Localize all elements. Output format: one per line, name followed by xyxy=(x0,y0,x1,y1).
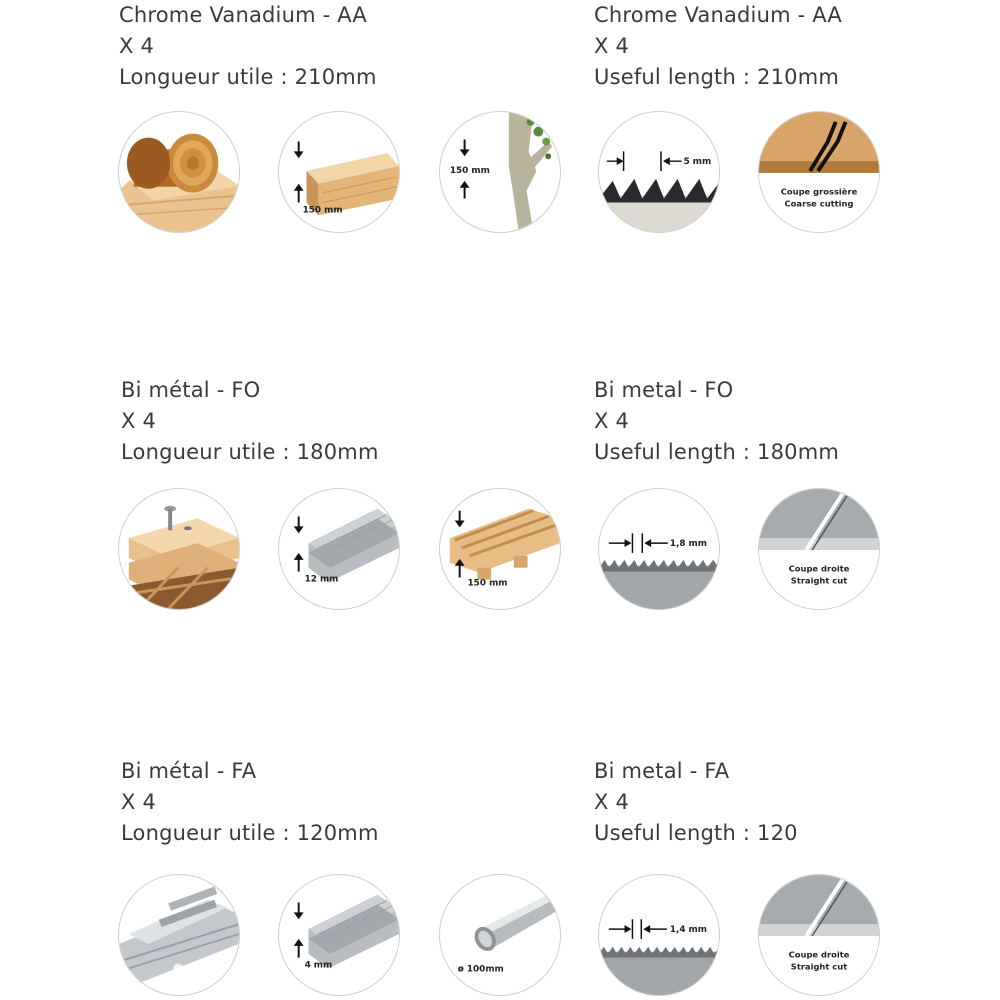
branch-dimension: 150 mm xyxy=(449,165,490,176)
tube-dimension: ø 100mm xyxy=(457,964,504,975)
material-title: Bi métal - FA xyxy=(121,759,257,783)
useful-length: Longueur utile : 120mm xyxy=(121,821,379,845)
quantity: X 4 xyxy=(121,409,157,433)
spec-block-fr-aa xyxy=(119,0,377,93)
coarse-cut-icon xyxy=(758,111,880,233)
quantity: X 4 xyxy=(594,790,630,814)
straight-cut-icon xyxy=(758,488,880,610)
material-title: Bi metal - FA xyxy=(594,759,730,783)
spec-block-en-fa xyxy=(594,756,798,849)
tree-branch-icon xyxy=(439,111,561,233)
nailed-wood-icon xyxy=(118,488,240,610)
useful-length: Useful length : 210mm xyxy=(594,65,840,89)
beam-dimension: 150 mm xyxy=(302,205,343,216)
pallet-dimension: 150 mm xyxy=(467,578,508,589)
checker-plate-icon xyxy=(278,874,400,996)
useful-length: Longueur utile : 180mm xyxy=(121,440,379,464)
straight-cut-icon xyxy=(758,874,880,996)
checker-plate-icon xyxy=(278,488,400,610)
cut-label-en: Straight cut xyxy=(790,575,848,586)
material-title: Chrome Vanadium - AA xyxy=(119,3,368,27)
cut-label-fr: Coupe droite xyxy=(788,563,850,574)
tooth-pitch: 1,8 mm xyxy=(669,539,708,550)
useful-length: Useful length : 180mm xyxy=(594,440,840,464)
spec-block-fr-fa xyxy=(121,756,379,849)
tooth-pitch: 1,4 mm xyxy=(669,925,708,936)
quantity: X 4 xyxy=(121,790,157,814)
material-title: Bi métal - FO xyxy=(121,378,261,402)
material-title: Bi metal - FO xyxy=(594,378,734,402)
fine-tooth-icon xyxy=(598,488,720,610)
fine-tooth-icon xyxy=(598,874,720,996)
material-title: Chrome Vanadium - AA xyxy=(594,3,843,27)
cut-label-fr: Coupe droite xyxy=(788,949,850,960)
cut-label-en: Straight cut xyxy=(790,961,848,972)
spec-block-en-fo xyxy=(594,375,839,468)
metal-tube-icon xyxy=(439,874,561,996)
wood-beam-icon xyxy=(278,111,400,233)
cut-label-en: Coarse cutting xyxy=(784,198,854,209)
useful-length: Longueur utile : 210mm xyxy=(119,65,377,89)
pallet-icon xyxy=(439,488,561,610)
coarse-tooth-icon xyxy=(598,111,720,233)
quantity: X 4 xyxy=(594,409,630,433)
wood-log-icon xyxy=(118,111,240,233)
spec-block-en-aa xyxy=(594,0,842,93)
metal-profiles-icon xyxy=(118,874,240,996)
tooth-pitch: 5 mm xyxy=(683,157,712,168)
spec-block-fr-fo xyxy=(121,375,379,468)
useful-length: Useful length : 120 xyxy=(594,821,798,845)
plate-dimension: 4 mm xyxy=(304,960,333,971)
cut-label-fr: Coupe grossière xyxy=(780,186,858,197)
quantity: X 4 xyxy=(119,34,155,58)
plate-dimension: 12 mm xyxy=(304,574,339,585)
quantity: X 4 xyxy=(594,34,630,58)
